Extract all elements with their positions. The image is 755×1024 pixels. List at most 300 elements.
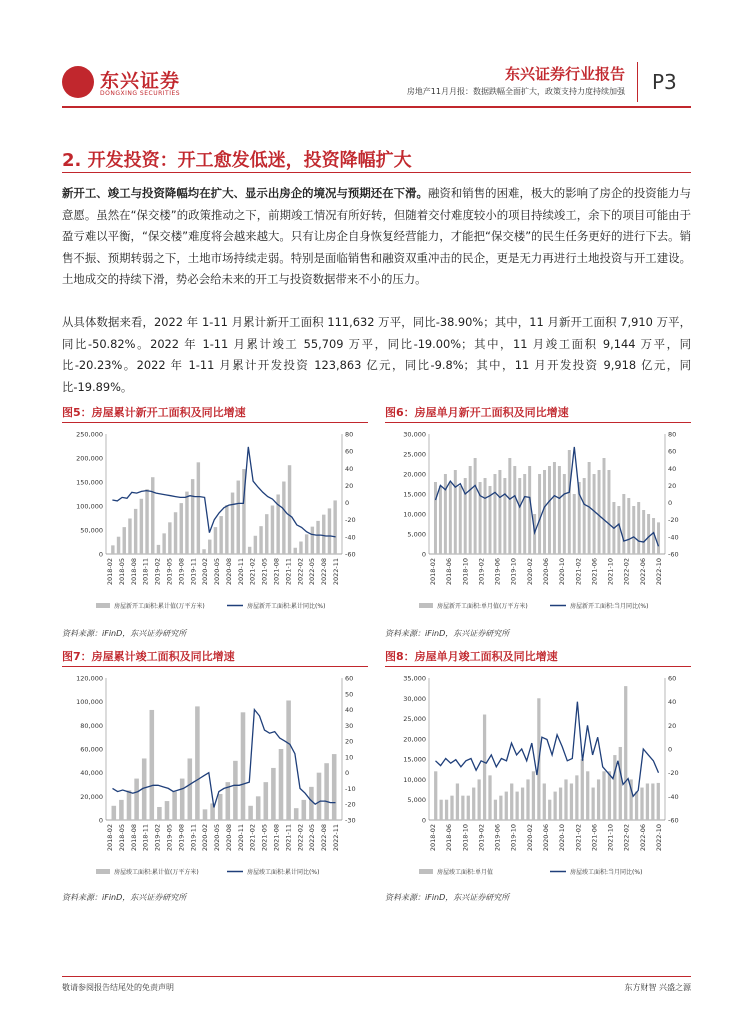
bar (316, 521, 319, 554)
y-right-tick-label: 20 (668, 721, 677, 730)
bar (294, 548, 297, 554)
figure-5-source: 资料来源：iFinD，东兴证券研究所 (62, 629, 187, 638)
bar (157, 545, 160, 554)
x-tick-label: 2019-10 (509, 558, 518, 586)
y-right-tick-label: 20 (345, 737, 354, 746)
bar (602, 771, 605, 820)
bar (299, 542, 302, 554)
bar (241, 712, 246, 820)
bar (624, 686, 627, 820)
x-tick-label: 2022-06 (638, 824, 647, 852)
bar (450, 796, 453, 820)
legend-bar-swatch (419, 869, 433, 874)
y-left-tick-label: 100,000 (76, 502, 103, 511)
bar (165, 801, 170, 820)
x-tick-label: 2018-02 (429, 558, 437, 586)
y-left-tick-label: 30,000 (403, 430, 426, 439)
x-tick-label: 2022-10 (655, 558, 663, 586)
x-tick-label: 2018-05 (117, 558, 126, 586)
y-left-tick-label: 80,000 (80, 721, 103, 730)
bar (309, 787, 314, 820)
header-rule (62, 106, 691, 108)
bar (322, 515, 325, 554)
x-tick-label: 2018-05 (117, 824, 126, 852)
y-right-tick-label: -40 (345, 533, 356, 542)
bar (603, 458, 606, 554)
bar (593, 474, 596, 554)
x-tick-label: 2021-05 (260, 824, 269, 852)
bar (538, 474, 541, 554)
bar (469, 466, 472, 554)
x-tick-label: 2021-02 (248, 824, 257, 852)
y-right-tick-label: -20 (668, 769, 679, 778)
bar (305, 534, 308, 554)
y-right-tick-label: 0 (345, 769, 350, 778)
bar (474, 458, 477, 554)
x-tick-label: 2019-08 (177, 558, 186, 586)
bar (203, 809, 208, 820)
y-right-tick-label: 0 (345, 499, 350, 508)
report-subtitle: 房地产11月月报：数据跌幅全面扩大，政策支持力度持续加强 (406, 87, 625, 96)
y-right-tick-label: 40 (345, 464, 354, 473)
paragraph-1-lead: 新开工、竣工与投资降幅均在扩大、显示出房企的境况与预期还在下滑。 (62, 186, 428, 200)
bar (505, 792, 508, 820)
bar (518, 478, 521, 554)
x-tick-label: 2019-06 (493, 824, 502, 852)
bar (528, 466, 531, 554)
bar (237, 481, 240, 554)
bar (472, 788, 475, 820)
bar (311, 527, 314, 554)
bar (140, 499, 143, 554)
bar (265, 514, 268, 554)
y-right-tick-label: 80 (668, 430, 677, 439)
legend-line-label: 房屋新开工面积:当月同比(%) (570, 603, 649, 610)
x-tick-label: 2020-08 (224, 824, 233, 852)
x-tick-label: 2019-11 (189, 824, 198, 852)
x-tick-label: 2022-11 (332, 824, 340, 852)
bar (657, 522, 660, 554)
bar (484, 478, 487, 554)
bar (188, 758, 193, 820)
bar (112, 806, 117, 820)
x-tick-label: 2019-08 (177, 824, 186, 852)
x-tick-label: 2021-06 (590, 558, 599, 586)
bar (271, 506, 274, 554)
x-tick-label: 2018-08 (129, 824, 138, 852)
bar (564, 779, 567, 820)
x-tick-label: 2020-02 (525, 824, 534, 852)
bar (526, 779, 529, 820)
bar (608, 771, 611, 820)
footer-disclaimer: 敬请参阅报告结尾处的免责声明 (62, 983, 174, 992)
company-logo-icon (62, 66, 94, 98)
legend-bar-label: 房屋新开工面积:单月值(万平方米) (437, 603, 528, 610)
y-left-tick-label: 100,000 (76, 698, 103, 707)
y-left-tick-label: 25,000 (403, 450, 426, 459)
x-tick-label: 2021-05 (260, 558, 269, 586)
x-tick-label: 2018-06 (445, 558, 454, 586)
company-logo-name: 东兴证券 (100, 70, 181, 92)
bar (324, 763, 329, 820)
y-left-tick-label: 20,000 (403, 470, 426, 479)
x-tick-label: 2020-11 (236, 558, 245, 586)
bar (640, 788, 643, 820)
x-tick-label: 2020-06 (542, 558, 550, 586)
paragraph-1 (62, 183, 691, 291)
bar (185, 492, 188, 554)
x-tick-label: 2022-08 (320, 558, 329, 586)
y-left-tick-label: 0 (98, 816, 103, 825)
legend-bar-swatch (419, 603, 433, 608)
paragraph-1-body: 融资和销售的困难，极大的影响了房企的投资能力与意愿。虽然在“保交楼”的政策推动之下，前期竣工情况有所好转，但随着交付难度较小的项目持续竣工，余下的项目可能由于盈亏难以平衡，“保交楼”难度将会越来越大。只有让房企自身恢复经营能力，才能把“保交楼”的民生任务更好的进行下去。销售不振、预期转弱之下，土地市场持续走弱。特别是面临销售和融资双重冲击的民企，更是无力再进行土地投资与开工建设。土地成交的持续下滑，势必会给未来的开工与投资数据带来不小的压力。 (62, 186, 691, 286)
y-right-tick-label: 80 (345, 430, 354, 439)
bar (317, 773, 322, 820)
bar (333, 500, 336, 554)
x-tick-label: 2019-05 (165, 558, 174, 586)
y-right-tick-label: 30 (345, 721, 354, 730)
x-tick-label: 2021-10 (606, 824, 615, 852)
legend-line-label: 房屋新开工面积:累计同比(%) (247, 603, 326, 610)
bar (459, 486, 462, 554)
x-tick-label: 2019-11 (189, 558, 198, 586)
y-right-tick-label: 60 (345, 674, 354, 683)
bar (145, 489, 148, 554)
legend-bar-label: 房屋竣工面积:累计值(万平方米) (114, 869, 199, 876)
bar (635, 792, 638, 820)
legend-bar-swatch (96, 869, 110, 874)
x-tick-label: 2019-02 (477, 824, 486, 852)
figure-7-title: 图7：房屋累计竣工面积及同比增速 (62, 650, 235, 663)
bar (573, 494, 576, 554)
x-tick-label: 2022-02 (296, 558, 305, 586)
y-right-tick-label: 0 (668, 745, 673, 754)
bar (202, 549, 205, 554)
bar (271, 768, 276, 820)
bar (553, 462, 556, 554)
y-left-tick-label: 250,000 (76, 430, 103, 439)
bar (488, 775, 491, 820)
bar (548, 800, 551, 820)
x-tick-label: 2021-08 (272, 558, 281, 586)
x-tick-label: 2021-08 (272, 824, 281, 852)
x-tick-label: 2022-02 (622, 824, 631, 852)
y-left-tick-label: 15,000 (403, 490, 426, 499)
x-tick-label: 2022-08 (320, 824, 329, 852)
bar (642, 510, 645, 554)
bar (279, 749, 284, 820)
bar (440, 800, 443, 820)
x-tick-label: 2022-02 (622, 558, 631, 586)
bar (264, 782, 269, 820)
bar (548, 466, 551, 554)
x-tick-label: 2019-02 (153, 558, 162, 586)
bar (619, 747, 622, 820)
y-left-tick-label: 15,000 (403, 755, 426, 764)
y-right-tick-label: -60 (668, 816, 679, 825)
bar (157, 807, 162, 820)
x-tick-label: 2020-02 (201, 558, 210, 586)
figure-7-source: 资料来源：iFinD，东兴证券研究所 (62, 893, 187, 902)
y-right-tick-label: 10 (345, 753, 354, 762)
x-tick-label: 2020-10 (558, 558, 567, 586)
bar (503, 478, 506, 554)
bar (467, 796, 470, 820)
x-tick-label: 2022-11 (332, 558, 340, 586)
bar (627, 498, 630, 554)
bar (532, 771, 535, 820)
y-left-tick-label: 150,000 (76, 478, 103, 487)
bar (598, 470, 601, 554)
bar (214, 527, 217, 554)
bar (510, 783, 513, 820)
bar (558, 466, 561, 554)
bar (445, 800, 448, 820)
company-logo-english: DONGXING SECURITIES (100, 90, 181, 97)
bar (647, 514, 650, 554)
bar (575, 775, 578, 820)
y-left-tick-label: 5,000 (407, 530, 426, 539)
x-tick-label: 2020-08 (224, 558, 233, 586)
bar (123, 527, 126, 554)
y-left-tick-label: 200,000 (76, 454, 103, 463)
bar (454, 470, 457, 554)
bar (151, 477, 154, 554)
bar (127, 790, 132, 820)
bar (632, 506, 635, 554)
bar (231, 493, 234, 554)
bar (449, 482, 452, 554)
y-right-tick-label: -40 (668, 792, 679, 801)
paragraph-2: 从具体数据来看，2022 年 1-11 月累计新开工面积 111,632 万平，同比-38.90%；其中，11 月新开工面积 7,910 万平，同比-50.82%。2022 年 1-11 月累计竣工 55,709 万平，同比-19.00%；其中，11 月竣工面积 9,144 万平，同比-20.23%。2022 年 1-11 月累计开发投资 123,863 亿元，同比-9.8%；其中，11 月开发投资 9,918 亿元，同比-19.89%。 (62, 315, 691, 394)
bar (117, 537, 120, 554)
y-left-tick-label: 20,000 (80, 792, 103, 801)
x-tick-label: 2020-05 (213, 558, 222, 586)
figure-5-rule (62, 422, 368, 423)
figure-7-chart (62, 670, 368, 882)
figure-6-rule (385, 422, 691, 423)
x-tick-label: 2020-10 (558, 824, 567, 852)
x-tick-label: 2020-02 (525, 558, 534, 586)
x-tick-label: 2019-02 (477, 558, 486, 586)
figure-8-source: 资料来源：iFinD，东兴证券研究所 (385, 893, 510, 902)
bar (646, 783, 649, 820)
figure-5-title: 图5：房屋累计新开工面积及同比增速 (62, 406, 246, 419)
bar (622, 494, 625, 554)
bar (583, 478, 586, 554)
bar (180, 779, 185, 820)
legend-bar-label: 房屋新开工面积:累计值(万平方米) (114, 603, 205, 610)
x-tick-label: 2019-06 (493, 558, 502, 586)
x-tick-label: 2018-02 (429, 824, 437, 852)
y-right-tick-label: 60 (345, 447, 354, 456)
y-right-tick-label: -60 (668, 550, 679, 559)
bar (150, 710, 155, 820)
y-left-tick-label: 60,000 (80, 745, 103, 754)
header-divider (637, 62, 638, 102)
bar (208, 540, 211, 554)
y-right-tick-label: -40 (668, 533, 679, 542)
y-right-tick-label: 50 (345, 690, 354, 699)
x-tick-label: 2018-11 (141, 558, 150, 586)
bar (483, 715, 486, 820)
bar (434, 771, 437, 820)
bar (607, 470, 610, 554)
y-left-tick-label: 30,000 (403, 694, 426, 703)
y-right-tick-label: -60 (345, 550, 356, 559)
bar (493, 474, 496, 554)
bar (439, 486, 442, 554)
bar (637, 502, 640, 554)
y-left-tick-label: 35,000 (403, 674, 426, 683)
section-title: 2. 开发投资：开工愈发低迷，投资降幅扩大 (62, 150, 412, 171)
bar (168, 522, 171, 554)
y-left-tick-label: 0 (421, 816, 426, 825)
bar (286, 700, 291, 820)
x-tick-label: 2022-02 (296, 824, 305, 852)
legend-bar-label: 房屋竣工面积:单月值 (437, 869, 494, 876)
bar (554, 792, 557, 820)
bar (543, 783, 546, 820)
bar (586, 771, 589, 820)
bar (461, 796, 464, 820)
bar (613, 755, 616, 820)
bar (581, 759, 584, 820)
bar (592, 788, 595, 820)
x-tick-label: 2020-02 (201, 824, 210, 852)
bar (248, 547, 251, 554)
x-tick-label: 2018-11 (141, 824, 150, 852)
bar (288, 465, 291, 554)
x-tick-label: 2018-02 (106, 558, 114, 586)
bar (219, 516, 222, 554)
section-rule (62, 172, 691, 173)
bar (119, 800, 124, 820)
bar (174, 512, 177, 554)
bar (128, 518, 131, 554)
y-right-tick-label: 0 (668, 499, 673, 508)
y-left-tick-label: 10,000 (403, 510, 426, 519)
bar (197, 462, 200, 554)
y-left-tick-label: 50,000 (80, 526, 103, 535)
bar (494, 800, 497, 820)
y-right-tick-label: -20 (668, 516, 679, 525)
bar (498, 470, 501, 554)
x-tick-label: 2020-11 (236, 824, 245, 852)
bar (282, 482, 285, 554)
legend-line-label: 房屋竣工面积:当月同比(%) (570, 869, 643, 876)
footer-rule (62, 976, 691, 977)
bar (162, 533, 165, 554)
bar (508, 458, 511, 554)
x-tick-label: 2022-05 (308, 558, 317, 586)
x-tick-label: 2021-02 (574, 558, 583, 586)
y-left-tick-label: 20,000 (403, 735, 426, 744)
x-tick-label: 2020-06 (542, 824, 550, 852)
x-tick-label: 2021-02 (248, 558, 257, 586)
bar (225, 505, 228, 554)
figure-6-chart (385, 426, 691, 616)
y-left-tick-label: 25,000 (403, 715, 426, 724)
bar (559, 788, 562, 820)
bar (568, 450, 571, 554)
bar (513, 466, 516, 554)
figure-8-title: 图8：房屋单月竣工面积及同比增速 (385, 650, 558, 663)
page-number: P3 (652, 70, 677, 94)
bar (617, 506, 620, 554)
bar (523, 474, 526, 554)
bar (134, 509, 137, 554)
bar (172, 792, 177, 820)
x-tick-label: 2021-10 (606, 558, 615, 586)
figure-6-source: 资料来源：iFinD，东兴证券研究所 (385, 629, 510, 638)
bar (516, 792, 519, 820)
bar (651, 783, 654, 820)
y-right-tick-label: -10 (345, 784, 356, 793)
y-right-tick-label: 20 (668, 481, 677, 490)
x-tick-label: 2022-05 (308, 824, 317, 852)
y-left-tick-label: 0 (98, 550, 103, 559)
bar (180, 503, 183, 554)
x-tick-label: 2022-06 (638, 558, 647, 586)
y-right-tick-label: -20 (345, 800, 356, 809)
figure-6-title: 图6：房屋单月新开工面积及同比增速 (385, 406, 569, 419)
y-right-tick-label: -30 (345, 816, 356, 825)
figure-5-chart (62, 426, 368, 616)
y-left-tick-label: 40,000 (80, 769, 103, 778)
x-tick-label: 2021-06 (590, 824, 599, 852)
bar (134, 779, 139, 820)
bar (478, 779, 481, 820)
x-tick-label: 2019-10 (509, 824, 518, 852)
x-tick-label: 2021-02 (574, 824, 583, 852)
y-right-tick-label: 40 (345, 706, 354, 715)
y-left-tick-label: 0 (421, 550, 426, 559)
bar (256, 796, 261, 820)
bar (328, 508, 331, 554)
x-tick-label: 2021-11 (284, 558, 293, 586)
legend-bar-swatch (96, 603, 110, 608)
legend-line-label: 房屋竣工面积:累计同比(%) (247, 869, 320, 876)
bar (302, 800, 307, 820)
y-right-tick-label: 40 (668, 698, 677, 707)
bar (218, 794, 223, 820)
bar (521, 788, 524, 820)
bar (563, 474, 566, 554)
bar (456, 783, 459, 820)
bar (499, 796, 502, 820)
footer-slogan: 东方财智 兴盛之源 (624, 983, 691, 992)
y-right-tick-label: 20 (345, 481, 354, 490)
bar (332, 754, 337, 820)
y-right-tick-label: 60 (668, 674, 677, 683)
report-type: 东兴证券行业报告 (504, 65, 625, 83)
y-left-tick-label: 5,000 (407, 796, 426, 805)
bar (464, 478, 467, 554)
bar (570, 783, 573, 820)
x-tick-label: 2018-10 (461, 558, 470, 586)
bar (444, 474, 447, 554)
x-tick-label: 2018-10 (461, 824, 470, 852)
bar (111, 545, 114, 554)
bar (248, 806, 253, 820)
x-tick-label: 2022-10 (655, 824, 663, 852)
x-tick-label: 2018-08 (129, 558, 138, 586)
bar (233, 761, 238, 820)
bar (597, 779, 600, 820)
bar (254, 536, 257, 554)
bar (195, 706, 200, 820)
